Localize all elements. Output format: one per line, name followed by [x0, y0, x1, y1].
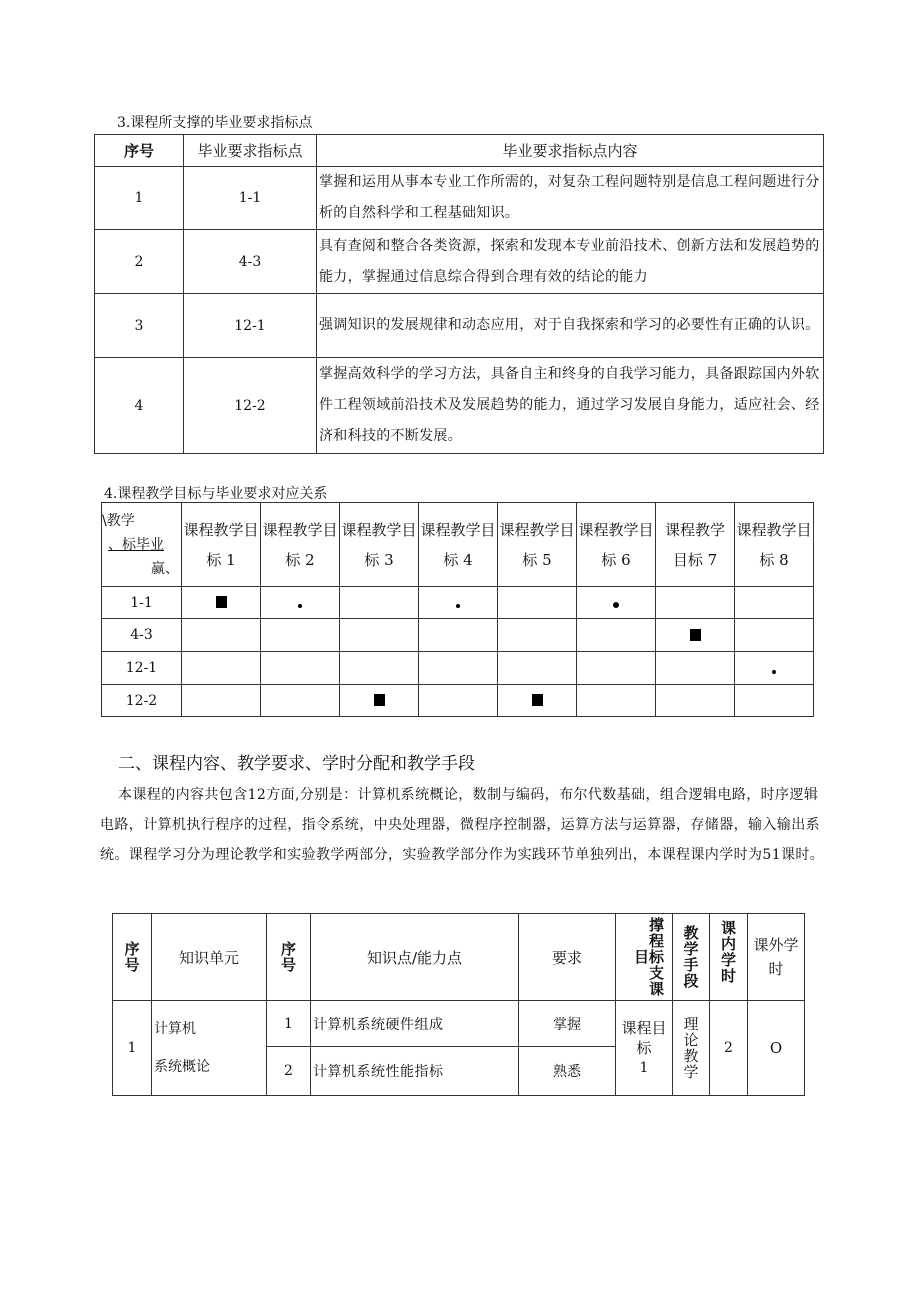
mapping-cell — [419, 619, 498, 652]
method-line: 教 — [683, 1047, 699, 1065]
item-requirement: 掌握 — [519, 1001, 616, 1047]
unit-no: 1 — [113, 1001, 152, 1096]
header-line: 段 — [683, 972, 699, 990]
header-line: 时 — [768, 960, 784, 978]
requirement-label: 12-2 — [102, 685, 182, 717]
header-line: 课程教学目 — [736, 520, 812, 539]
header-line: 学 — [683, 940, 699, 958]
mapping-cell — [419, 587, 498, 619]
header-line: 课外学 — [753, 936, 799, 954]
row-content: 强调知识的发展规律和动态应用，对于自我探索和学习的必要性有正确的认识。 — [317, 294, 824, 358]
support-line: 1 — [639, 1060, 649, 1076]
mapping-cell — [735, 685, 814, 717]
header-line: 标 5 — [522, 550, 552, 569]
square-mark-icon — [216, 596, 227, 608]
mapping-cell — [577, 619, 656, 652]
header-line: 课程教学目 — [578, 520, 654, 539]
header-line: 目标 7 — [672, 550, 718, 569]
row-point: 12-1 — [184, 294, 317, 358]
header-line: 标 8 — [759, 550, 789, 569]
header-point: 知识点/能力点 — [311, 914, 519, 1001]
mapping-cell — [261, 619, 340, 652]
unit-name-line: 计算机 — [154, 1021, 196, 1037]
header-line: 学 — [720, 951, 736, 969]
part2-paragraph: 本课程的内容共包含12方面,分别是：计算机系统概论，数制与编码，布尔代数基础，组合逻辑电路，时序逻辑电路，计算机执行程序的过程，指令系统，中央处理器，微程序控制器，运算方法与运算器，存储器，输入输出系统。课程学习分为理论教学和实验教学两部分，实验教学部分作为实践环节单独列出，本课程课内学时为51课时。 — [100, 787, 825, 863]
mapping-cell — [498, 652, 577, 685]
table-row — [95, 230, 824, 294]
item-point: 计算机系统性能指标 — [311, 1047, 519, 1096]
mapping-cell — [656, 685, 735, 717]
header-line: 标 2 — [285, 550, 315, 569]
section3-caption: 3.课程所支撑的毕业要求指标点 — [117, 115, 313, 131]
header-line: 目标 — [633, 948, 664, 966]
mapping-cell — [498, 587, 577, 619]
method-line: 学 — [683, 1063, 699, 1081]
objective-header-1 — [182, 503, 261, 587]
support-line: 课程目 — [621, 1019, 667, 1037]
mapping-cell — [656, 652, 735, 685]
header-line: 程 — [648, 932, 664, 950]
table-header-row — [95, 135, 824, 167]
header-line: 课程教学 — [664, 520, 725, 539]
square-mark-icon — [690, 629, 701, 641]
requirement-label: 1-1 — [102, 587, 182, 619]
corner-line: 、标毕业 — [108, 536, 164, 553]
row-no: 4 — [95, 358, 184, 454]
mapping-cell — [182, 587, 261, 619]
mapping-cell — [419, 685, 498, 717]
row-no: 2 — [95, 230, 184, 294]
mapping-cell — [340, 619, 419, 652]
dot-mark-icon — [772, 670, 776, 674]
square-mark-icon — [374, 694, 385, 706]
table-row — [102, 587, 814, 619]
header-line: 课 — [720, 919, 736, 937]
objective-header-8 — [735, 503, 814, 587]
header-unit: 知识单元 — [152, 914, 267, 1001]
mapping-cell — [182, 619, 261, 652]
mapping-cell — [735, 587, 814, 619]
item-no: 2 — [267, 1047, 311, 1096]
mapping-cell — [735, 652, 814, 685]
mapping-cell — [577, 587, 656, 619]
mapping-cell — [498, 685, 577, 717]
header-method — [673, 914, 710, 1001]
support-line: 标 — [636, 1039, 652, 1057]
corner-line: \教学 — [102, 512, 135, 529]
mapping-cell — [340, 685, 419, 717]
item-no: 1 — [267, 1001, 311, 1047]
dot-mark-icon — [456, 604, 460, 608]
item-requirement: 熟悉 — [519, 1047, 616, 1096]
requirement-label: 4-3 — [102, 619, 182, 652]
header-line: 内 — [720, 935, 736, 953]
square-mark-icon — [532, 694, 543, 706]
header-line: 号 — [124, 956, 140, 974]
objective-header-3 — [340, 503, 419, 587]
header-out-hours — [748, 914, 805, 1001]
header-line: 课 — [648, 980, 664, 998]
unit-in-hours: 2 — [710, 1001, 748, 1096]
objective-header-6 — [577, 503, 656, 587]
row-point: 4-3 — [184, 230, 317, 294]
header-line: 课程教学目 — [420, 520, 496, 539]
table-row — [102, 652, 814, 685]
mapping-cell — [577, 652, 656, 685]
header-line: 标 1 — [206, 550, 236, 569]
table-header-row — [102, 503, 814, 587]
row-point: 1-1 — [184, 167, 317, 230]
objective-header-2 — [261, 503, 340, 587]
table-row — [95, 294, 824, 358]
header-line: 序 — [124, 940, 140, 958]
header-sub-no — [267, 914, 311, 1001]
section4-caption: 4.课程教学目标与毕业要求对应关系 — [104, 486, 328, 502]
unit-out-hours: O — [748, 1001, 805, 1096]
row-content: 掌握和运用从事本专业工作所需的，对复杂工程问题特别是信息工程问题进行分析的自然科学和工程基础知识。 — [317, 167, 824, 230]
header-content: 毕业要求指标点内容 — [317, 135, 824, 167]
header-line: 时 — [720, 967, 736, 985]
header-line: 标 3 — [364, 550, 394, 569]
unit-support — [616, 1001, 673, 1096]
mapping-cell — [261, 685, 340, 717]
table-row — [102, 685, 814, 717]
graduation-requirements-table — [94, 134, 824, 454]
header-line: 课程教学目 — [183, 520, 259, 539]
objective-mapping-table — [101, 502, 814, 717]
header-line: 支 — [648, 964, 664, 982]
unit-method — [673, 1001, 710, 1096]
mapping-cell — [261, 587, 340, 619]
mapping-cell — [498, 619, 577, 652]
table-row — [95, 167, 824, 230]
row-content: 掌握高效科学的学习方法，具备自主和终身的自我学习能力，具备跟踪国内外软件工程领域前沿技术及发展趋势的能力，通过学习发展自身能力，适应社会、经济和科技的不断发展。 — [317, 358, 824, 454]
mapping-cell — [656, 587, 735, 619]
header-requirement: 要求 — [519, 914, 616, 1001]
item-point: 计算机系统硬件组成 — [311, 1001, 519, 1047]
mapping-cell — [577, 685, 656, 717]
header-line: 教 — [683, 924, 699, 942]
table-header-row — [113, 914, 805, 1001]
unit-name — [152, 1001, 267, 1096]
mapping-cell — [340, 652, 419, 685]
method-line: 论 — [683, 1031, 699, 1049]
header-line: 课程教学目 — [341, 520, 417, 539]
mapping-cell — [340, 587, 419, 619]
row-no: 3 — [95, 294, 184, 358]
header-line: 课程教学目 — [262, 520, 338, 539]
table-row — [113, 1001, 805, 1047]
header-line: 标 4 — [443, 550, 473, 569]
header-line: 撑 — [648, 916, 664, 934]
objective-header-4 — [419, 503, 498, 587]
unit-name-line: 系统概论 — [154, 1059, 210, 1075]
row-content: 具有查阅和整合各类资源，探索和发现本专业前沿技术、创新方法和发展趋势的能力，掌握通过信息综合得到合理有效的结论的能力 — [317, 230, 824, 294]
header-point: 毕业要求指标点 — [184, 135, 317, 167]
mapping-body — [102, 587, 814, 717]
header-line: 号 — [280, 956, 296, 974]
row-point: 12-2 — [184, 358, 317, 454]
header-support — [616, 914, 673, 1001]
corner-line: 赢、 — [151, 560, 179, 577]
row-no: 1 — [95, 167, 184, 230]
course-content-table — [112, 913, 805, 1096]
objective-header-5 — [498, 503, 577, 587]
header-no: 序号 — [95, 135, 184, 167]
header-line: 序 — [280, 940, 296, 958]
objective-header-7 — [656, 503, 735, 587]
requirement-label: 12-1 — [102, 652, 182, 685]
mapping-cell — [261, 652, 340, 685]
dot-mark-icon — [298, 604, 302, 608]
header-line: 标 6 — [601, 550, 631, 569]
dot-mark-icon — [613, 602, 619, 608]
method-line: 理 — [683, 1015, 699, 1033]
mapping-cell — [419, 652, 498, 685]
mapping-cell — [182, 685, 261, 717]
header-in-hours — [710, 914, 748, 1001]
mapping-cell — [656, 619, 735, 652]
header-line: 课程教学目 — [499, 520, 575, 539]
table-row — [102, 619, 814, 652]
mapping-cell — [182, 652, 261, 685]
table-row — [95, 358, 824, 454]
header-no — [113, 914, 152, 1001]
part2-title: 二、课程内容、教学要求、学时分配和教学手段 — [118, 754, 475, 774]
mapping-cell — [735, 619, 814, 652]
header-line: 手 — [683, 956, 699, 974]
corner-header — [102, 503, 182, 587]
